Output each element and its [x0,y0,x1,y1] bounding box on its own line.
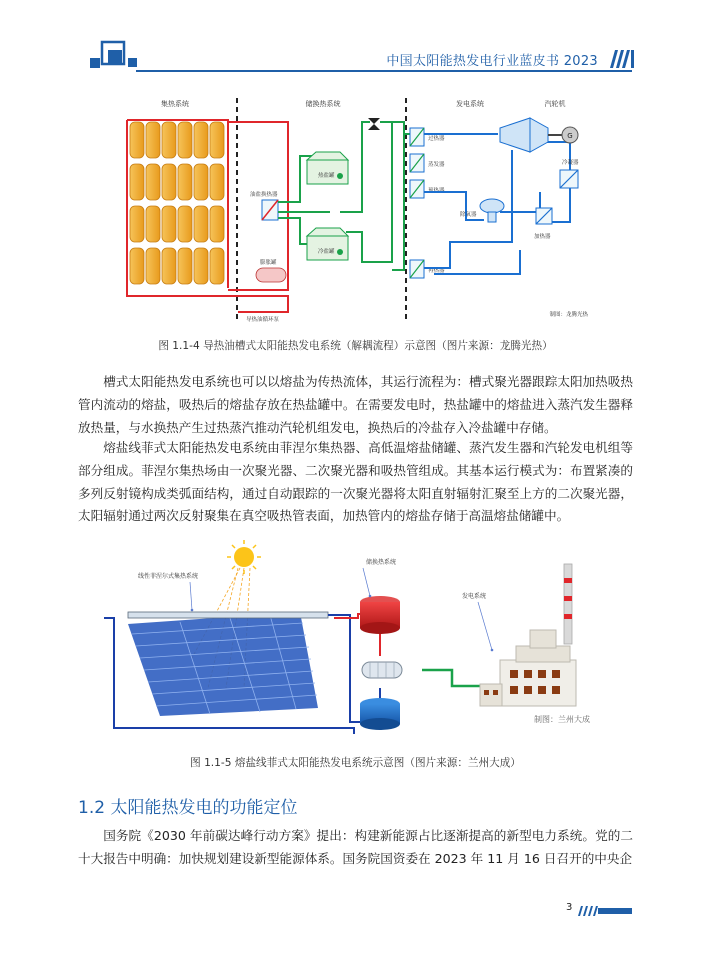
figure-trough-system-diagram [100,92,600,324]
label-exchanger: 油盐换热器 [250,192,278,198]
body-paragraph-3: 国务院《2030 年前碳达峰行动方案》提出：构建新能源占比逐渐提高的新型电力系统。党的二十大报告中明确：加快规划建设新型能源体系。国务院国资委在 2023 年 11 月 16 日召开的中央企 [78,828,633,866]
label-cold-tank: 冷盐罐 [318,249,335,255]
label-fresnel-collector: 线性菲涅尔式集热系统 [138,573,199,580]
label-condenser: 冷凝器 [562,160,579,166]
label-storage-exchange: 储换热系统 [366,559,397,566]
header-logo-mark [78,40,138,72]
footer-stripes-icon [578,901,632,911]
label-oil-pump-loop: 导热油循环泵 [246,317,280,323]
label-preheater: 预热器 [428,188,445,194]
label-expansion-tank: 膨胀罐 [260,260,277,266]
label-generator: G [567,132,573,140]
label-turbine: 汽轮机 [544,100,566,108]
steam-generator-train [410,128,424,278]
label-evaporator: 蒸发器 [428,162,445,168]
header-title: 中国太阳能热发电行业蓝皮书 2023 [386,54,598,69]
figure2-credit: 制图：兰州大成 [534,715,590,724]
label-reheater: 再热器 [428,268,445,274]
header-stripes-icon [606,50,634,68]
body-paragraph-1: 槽式太阳能热发电系统也可以以熔盐为传热流体，其运行流程为：槽式聚光器跟踪太阳加热吸热管内流动的熔盐，吸热后的熔盐存放在热盐罐中。在需要发电时，热盐罐中的熔盐进入蒸汽发生器释放热量，与水换热产生过热蒸汽推动汽轮机组发电，换热后的冷盐存入冷盐罐中存储。 [78,374,633,435]
page-number: 3 [566,902,573,913]
label-power-system: 发电系统 [456,100,484,108]
label-collector-system: 集热系统 [161,100,189,108]
label-power-generation: 发电系统 [462,593,487,600]
section-heading: 1.2 太阳能热发电的功能定位 [78,798,298,818]
label-hot-tank: 热盐罐 [318,173,335,179]
figure1-caption: 图 1.1-4 导热油槽式太阳能热发电系统（解耦流程）示意图（图片来源：龙腾光热） [158,340,553,352]
label-deaerator: 除氧器 [460,212,477,218]
label-storage-system: 储换热系统 [305,100,341,108]
figure2-caption: 图 1.1-5 熔盐线菲式太阳能热发电系统示意图（图片来源：兰州大成） [190,757,521,769]
figure1-credit: 制图：龙腾光热 [549,312,588,318]
figure-fresnel-system-diagram [100,538,600,740]
trough-collector-array [130,122,224,284]
body-paragraph-2: 熔盐线菲式太阳能热发电系统由菲涅尔集热器、高低温熔盐储罐、蒸汽发生器和汽轮发电机组等部分组成。菲涅尔集热场由一次聚光器、二次聚光器和吸热管组成。其基本运行模式为：布置紧凑的多列反射镜构成类弧面结构，通过自动跟踪的一次聚光器将太阳直射辐射汇聚至上方的二次聚光器，太阳辐射通过两次反射聚集在真空吸热管表面，加热管内的熔盐存储于高温熔盐储罐中。 [78,440,633,524]
header-rule [136,70,632,72]
label-heater: 加热器 [534,234,551,240]
label-superheater: 过热器 [428,136,445,142]
